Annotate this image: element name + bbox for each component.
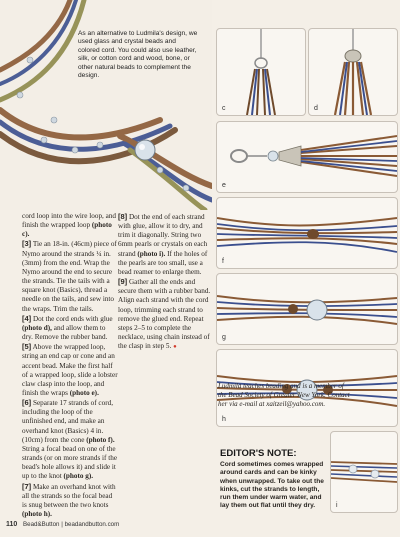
photo-label-d: d <box>314 105 318 112</box>
photo-e <box>216 121 398 193</box>
step-6-text: Separate 17 strands of cord, including the loop of the unfinished end, and make an overhand knot (Basics) 4 in. (10cm) from the cone <box>22 399 114 444</box>
instructions-column-1 <box>22 212 118 519</box>
step-5-number: [5] <box>22 342 32 352</box>
photo-label-e: e <box>222 182 226 189</box>
photo-label-c: c <box>222 105 226 112</box>
step-5-text: Above the wrapped loop, string an end cap or cone and an accent bead. Make the first half of a wrapped loop, slide a lobster claw clasp into the loop, and finish the wraps <box>22 343 118 397</box>
end-of-article-mark: ● <box>173 344 177 351</box>
step-4-text: Dot the cord ends with glue <box>32 314 113 323</box>
focal-bead-on-strand-illustration <box>217 274 397 344</box>
photo-caption: As an alternative to Ludmila's design, we used glass and crystal beads and colored cord. You could also use leather, silk, or cotton cord and wood, bone, or other natural beads to complement the design. <box>78 30 198 80</box>
magazine-name: Bead&Button <box>23 521 60 528</box>
photo-g <box>216 273 398 345</box>
editors-note <box>216 448 328 534</box>
photo-ref-h: (photo h). <box>22 510 52 518</box>
step-7-number: [7] <box>22 481 32 491</box>
photo-d <box>308 28 398 116</box>
lobster-clasp-cone-illustration <box>217 122 397 192</box>
step-2-continued: cord loop into the wire loop, and finish the wrapped loop <box>22 212 117 230</box>
pearls-on-strands-illustration <box>331 432 397 512</box>
editors-note-body: Cord sometimes comes wrapped around cards and can be kinky when unwrapped. To take out the kinks, cut the strands to length, run them under warm water, and lay them out flat until they dry. <box>220 461 324 510</box>
instructions-column-2 <box>118 212 214 352</box>
photo-c <box>216 28 306 116</box>
clasp-wire-loop-illustration <box>217 29 305 115</box>
step-8-text: Dot the end of each strand with glue, allow it to dry, and trim it diagonally. String two 6mm pearls or crystals on each strand <box>118 213 208 258</box>
step-4-number: [4] <box>22 313 32 323</box>
photo-label-f: f <box>222 258 224 265</box>
step-3-text: Tie an 18-in. (46cm) piece of Nymo around the strands ¼ in. (3mm) from the end. Wrap the Nymo around the end to secure the strands. Tie the tails with a square knot (Basics), thread a needle on the tails, and sew into the wraps. Trim the tails. <box>22 240 117 313</box>
step-8-number: [8] <box>118 212 128 221</box>
photo-ref-g: (photo g). <box>63 472 94 481</box>
page-number: 110 <box>6 521 18 528</box>
step-8-text-end: If the holes of the pearls are too small, use a bead reamer to enlarge them. <box>118 249 208 276</box>
step-7-text: Make an overhand knot with all the strands so the focal bead is snug between the two knots <box>22 482 116 509</box>
photo-i <box>330 431 398 513</box>
photo-ref-i: (photo i). <box>137 249 166 258</box>
photo-ref-e: (photo e). <box>69 388 99 397</box>
photo-label-g: g <box>222 334 226 341</box>
photo-ref-d: (photo d), <box>22 323 52 332</box>
photo-ref-f: (photo f). <box>86 435 115 444</box>
footer-separator: | <box>61 521 63 528</box>
photo-label-i: i <box>336 502 338 509</box>
editors-note-title: EDITOR'S NOTE: <box>220 448 297 459</box>
step-9-text: Gather all the ends and secure them with a rubber band. Align each strand with the cord loop, trimming each strand to remove the glued end. Repeat steps 2–5 to complete the necklace, using chain instead of the clasp in step 5. <box>118 278 211 351</box>
page-footer <box>6 521 119 528</box>
photo-f <box>216 197 398 269</box>
author-bio: Ludmila teaches beading and is a member of the Bead Society of Greater New York. Contact her via e-mail at xaitzeil@yahoo.com. <box>218 382 350 408</box>
photo-label-h: h <box>222 416 226 423</box>
step-3-number: [3] <box>22 239 32 249</box>
focal-bead <box>135 140 155 160</box>
step-4-text-end: and allow them to dry. Remove the rubber band. <box>22 323 108 342</box>
photo-ref-c: (photo c). <box>22 221 112 239</box>
overhand-knot-illustration <box>217 198 397 268</box>
step-6-number: [6] <box>22 398 32 408</box>
magazine-website: beadandbutton.com <box>64 521 120 528</box>
glued-cord-ends-illustration <box>309 29 397 115</box>
step-9-number: [9] <box>118 277 128 287</box>
step-6-text-end: String a focal bead on one of the strands (or on more strands if the bead's hole allows it) and slide it up to the knot <box>22 444 118 481</box>
